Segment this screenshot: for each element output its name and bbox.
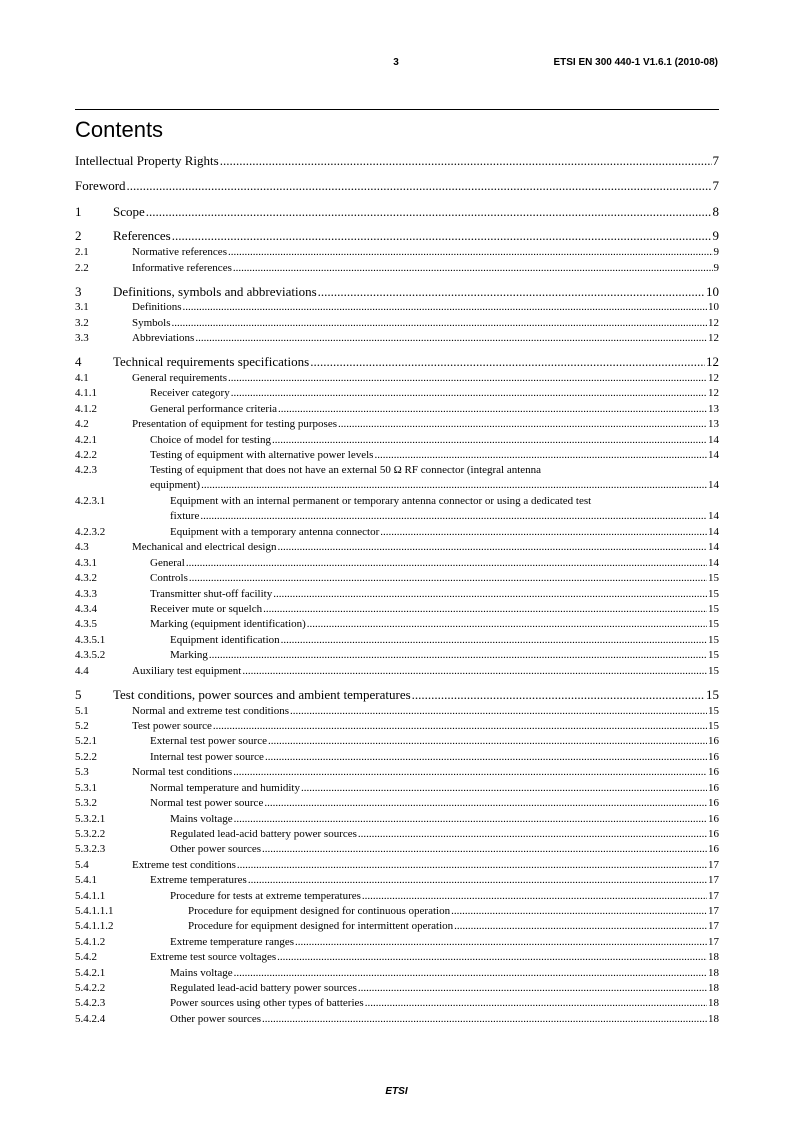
toc-entry-page: 12 [708, 372, 719, 384]
toc-entry-title: Definitions [132, 301, 182, 313]
toc-entry-title: Intellectual Property Rights [75, 153, 219, 168]
toc-entry-number: 4.1.2 [75, 403, 97, 415]
toc-entry[interactable] [75, 527, 719, 540]
toc-entry-title: Extreme test conditions [132, 859, 236, 871]
toc-entry-page: 16 [708, 735, 719, 747]
toc-leader-dots [213, 721, 707, 732]
toc-entry[interactable] [75, 589, 719, 602]
toc-entry-number: 5.4 [75, 859, 89, 871]
toc-entry[interactable] [75, 829, 719, 842]
toc-leader-dots [234, 968, 707, 979]
toc-entry-title: Abbreviations [132, 332, 195, 344]
toc-entry[interactable] [75, 373, 719, 386]
toc-entry-number: 5.4.1 [75, 874, 97, 886]
toc-entry-page: 16 [708, 797, 719, 809]
toc-entry-page: 16 [708, 751, 719, 763]
toc-entry-number: 3.3 [75, 332, 89, 344]
toc-entry-page: 17 [708, 936, 719, 948]
toc-entry-page: 9 [713, 262, 719, 274]
toc-entry-number: 5.3.1 [75, 782, 97, 794]
toc-leader-dots [265, 752, 707, 763]
toc-leader-dots [263, 604, 707, 615]
toc-entry-number: 5.4.2.3 [75, 997, 106, 1009]
toc-entry-number: 4.2.3.2 [75, 526, 106, 538]
toc-leader-dots [172, 318, 707, 329]
toc-entry[interactable] [75, 798, 719, 811]
toc-entry-title: Definitions, symbols and abbreviations [113, 284, 317, 299]
toc-entry-number: 1 [75, 204, 82, 219]
toc-entry-page: 15 [708, 572, 719, 584]
toc-entry[interactable] [75, 875, 719, 888]
toc-leader-dots [262, 844, 707, 855]
toc-entry-number: 5.3 [75, 766, 89, 778]
toc-entry-page: 10 [706, 284, 719, 299]
toc-entry-page: 9 [712, 228, 719, 243]
toc-entry-number: 4.3.5.2 [75, 649, 106, 661]
toc-leader-dots [200, 511, 707, 522]
toc-leader-dots [290, 706, 707, 717]
toc-entry-page: 17 [708, 905, 719, 917]
toc-entry[interactable] [75, 736, 719, 749]
toc-entry-title: Normative references [132, 246, 227, 258]
toc-leader-dots [228, 247, 713, 258]
toc-leader-dots [127, 179, 712, 192]
toc-entry[interactable] [75, 844, 719, 857]
toc-entry[interactable] [75, 998, 719, 1011]
toc-leader-dots [358, 829, 707, 840]
toc-entry-page: 16 [708, 813, 719, 825]
toc-entry[interactable] [75, 860, 719, 873]
toc-entry-number: 4.3.3 [75, 588, 97, 600]
toc-entry-number: 4.3.2 [75, 572, 97, 584]
toc-entry-title: References [113, 228, 171, 243]
toc-entry-page: 17 [708, 890, 719, 902]
toc-entry-number: 4.2.3.1 [75, 495, 106, 507]
toc-entry-title: Extreme temperature ranges [170, 936, 294, 948]
toc-entry-number: 5.4.1.1.1 [75, 905, 114, 917]
toc-entry-title: Receiver mute or squelch [150, 603, 263, 615]
toc-leader-dots [189, 573, 707, 584]
toc-entry-page: 15 [708, 618, 719, 630]
toc-entry[interactable] [75, 891, 719, 904]
toc-entry-number: 5.2.2 [75, 751, 97, 763]
toc-entry-title: Procedure for equipment designed for intermittent operation [188, 920, 454, 932]
toc-entry-number: 2 [75, 228, 82, 243]
toc-entry[interactable] [75, 318, 719, 331]
toc-entry-title: Other power sources [170, 1013, 262, 1025]
toc-entry-page: 14 [708, 449, 719, 461]
toc-leader-dots [233, 263, 713, 274]
toc-leader-dots [242, 666, 707, 677]
toc-entry-page: 18 [708, 951, 719, 963]
toc-entry-number: 3 [75, 284, 82, 299]
toc-entry-number: 4.3.5.1 [75, 634, 106, 646]
toc-entry-page: 12 [706, 354, 719, 369]
toc-entry[interactable] [75, 688, 719, 702]
toc-entry-number: 4.3.1 [75, 557, 97, 569]
footer-etsi: ETSI [385, 1086, 408, 1097]
toc-entry-number: 5.4.2.2 [75, 982, 106, 994]
toc-entry-title: Choice of model for testing [150, 434, 271, 446]
toc-entry-title: Controls [150, 572, 188, 584]
toc-entry[interactable] [75, 404, 719, 417]
toc-entry-title: Testing of equipment with alternative power levels [150, 449, 374, 461]
toc-entry-number: 4.3.4 [75, 603, 97, 615]
toc-entry-title: Normal test conditions [132, 766, 233, 778]
toc-entry[interactable] [75, 752, 719, 765]
toc-entry-number: 5.4.1.1 [75, 890, 106, 902]
toc-entry-page: 17 [708, 920, 719, 932]
toc-entry[interactable] [75, 388, 719, 401]
toc-entry-page: 14 [708, 526, 719, 538]
toc-entry-title: Marking [170, 649, 208, 661]
toc-entry-page: 10 [708, 301, 719, 313]
toc-entry[interactable] [75, 706, 719, 719]
toc-entry-title: Procedure for equipment designed for continuous operation [188, 905, 451, 917]
toc-entry-page: 18 [708, 967, 719, 979]
toc-leader-dots [362, 891, 707, 902]
toc-entry-number: 5.3.2.2 [75, 828, 106, 840]
toc-entry-title: Equipment with a temporary antenna connector [170, 526, 380, 538]
toc-entry-title: General performance criteria [150, 403, 278, 415]
toc-leader-dots [281, 635, 707, 646]
toc-entry-title: Transmitter shut-off facility [150, 588, 273, 600]
toc-entry-page: 16 [708, 782, 719, 794]
toc-entry[interactable] [75, 921, 719, 934]
toc-leader-dots [358, 983, 707, 994]
toc-entry[interactable] [75, 650, 719, 663]
toc-entry-number: 4.1 [75, 372, 89, 384]
toc-leader-dots [412, 688, 705, 701]
toc-leader-dots [451, 906, 707, 917]
toc-entry[interactable] [75, 179, 719, 193]
toc-entry-number: 5.3.2.3 [75, 843, 106, 855]
toc-leader-dots [277, 542, 707, 553]
toc-entry-page: 15 [708, 720, 719, 732]
toc-entry-page: 14 [708, 557, 719, 569]
toc-entry-first-line [75, 465, 541, 476]
toc-entry-number: 5.4.2.1 [75, 967, 106, 979]
toc-entry-number: 2.2 [75, 262, 89, 274]
toc-entry-title: Receiver category [150, 387, 230, 399]
toc-entry-page: 7 [712, 178, 719, 193]
toc-entry-number: 5.2.1 [75, 735, 97, 747]
toc-leader-dots [301, 783, 707, 794]
toc-entry[interactable] [75, 767, 719, 780]
toc-entry-title: Auxiliary test equipment [132, 665, 242, 677]
toc-entry-page: 16 [708, 828, 719, 840]
toc-leader-dots [268, 736, 707, 747]
toc-entry[interactable] [75, 983, 719, 996]
toc-entry-title: External test power source [150, 735, 267, 747]
toc-entry-first-line [75, 496, 591, 507]
toc-leader-dots [264, 798, 707, 809]
toc-entry-title: Regulated lead-acid battery power sources [170, 982, 357, 994]
toc-entry[interactable] [75, 302, 719, 315]
toc-leader-dots [201, 480, 707, 491]
toc-leader-dots [195, 333, 707, 344]
toc-entry[interactable] [75, 937, 719, 950]
toc-leader-dots [228, 373, 707, 384]
toc-entry[interactable] [75, 419, 719, 432]
toc-entry-title: Internal test power source [150, 751, 264, 763]
toc-entry-number: 5.2 [75, 720, 89, 732]
toc-entry-title: Informative references [132, 262, 232, 274]
toc-entry[interactable] [75, 511, 719, 524]
toc-entry-page: 13 [708, 403, 719, 415]
toc-entry-number: 4.2.3 [75, 464, 97, 476]
toc-leader-dots [183, 302, 708, 313]
toc-entry-number: 4.3.5 [75, 618, 97, 630]
toc-entry[interactable] [75, 783, 719, 796]
toc-entry[interactable] [75, 205, 719, 219]
toc-entry-title: Regulated lead-acid battery power sources [170, 828, 357, 840]
toc-entry-page: 14 [708, 434, 719, 446]
toc-leader-dots [233, 767, 707, 778]
toc-leader-dots [146, 205, 712, 218]
toc-entry[interactable] [75, 604, 719, 617]
toc-entry-page: 9 [713, 246, 719, 258]
toc-entry-title: Normal temperature and humidity [150, 782, 300, 794]
toc-leader-dots [338, 419, 707, 430]
toc-entry[interactable] [75, 480, 719, 493]
toc-entry-number: 4.2.1 [75, 434, 97, 446]
toc-entry-page: 15 [708, 588, 719, 600]
toc-entry[interactable] [75, 968, 719, 981]
toc-leader-dots [209, 650, 707, 661]
toc-entry-page: 7 [712, 153, 719, 168]
toc-entry-page: 15 [708, 665, 719, 677]
toc-entry-title-continuation: equipment) [150, 479, 201, 491]
toc-entry[interactable] [75, 906, 719, 919]
toc-entry-page: 12 [708, 332, 719, 344]
toc-entry-number: 5.4.1.2 [75, 936, 106, 948]
toc-entry-title: Presentation of equipment for testing purposes [132, 418, 337, 430]
toc-entry-title: Extreme test source voltages [150, 951, 277, 963]
toc-entry-number: 4 [75, 354, 82, 369]
toc-entry-title: Marking (equipment identification) [150, 618, 306, 630]
toc-entry-title: Technical requirements specifications [113, 354, 310, 369]
toc-entry-title: Extreme temperatures [150, 874, 247, 886]
toc-entry-title-continuation: fixture [170, 510, 200, 522]
toc-entry[interactable] [75, 263, 719, 276]
toc-entry-number: 5 [75, 687, 82, 702]
toc-entry-page: 13 [708, 418, 719, 430]
toc-entry-page: 18 [708, 997, 719, 1009]
toc-entry-page: 15 [708, 705, 719, 717]
toc-entry-title: Test power source [132, 720, 212, 732]
toc-entry-page: 17 [708, 874, 719, 886]
toc-entry[interactable] [75, 229, 719, 243]
toc-entry-title: General [150, 557, 185, 569]
toc-entry-page: 18 [708, 982, 719, 994]
toc-entry-number: 4.2.2 [75, 449, 97, 461]
toc-entry-title: Other power sources [170, 843, 262, 855]
toc-entry-page: 15 [708, 634, 719, 646]
toc-entry-page: 12 [708, 317, 719, 329]
toc-entry-title: Mains voltage [170, 967, 233, 979]
toc-entry[interactable] [75, 542, 719, 555]
toc-entry[interactable] [75, 355, 719, 369]
toc-entry-number: 4.2 [75, 418, 89, 430]
toc-leader-dots [365, 998, 707, 1009]
toc-entry[interactable] [75, 247, 719, 260]
toc-leader-dots [277, 952, 707, 963]
toc-entry-page: 14 [708, 510, 719, 522]
toc-entry[interactable] [75, 154, 719, 168]
toc-leader-dots [454, 921, 707, 932]
toc-entry-number: 4.3 [75, 541, 89, 553]
toc-entry-number: 5.3.2 [75, 797, 97, 809]
toc-entry-title: Equipment with an internal permanent or temporary antenna connector or using a dedicated test [170, 495, 592, 507]
toc-entry-number: 4.1.1 [75, 387, 97, 399]
toc-entry-title: Mains voltage [170, 813, 233, 825]
toc-entry[interactable] [75, 435, 719, 448]
page-number: 3 [393, 57, 399, 68]
toc-entry-number: 2.1 [75, 246, 89, 258]
toc-entry-title: Procedure for tests at extreme temperatures [170, 890, 361, 902]
toc-entry-title: Foreword [75, 178, 126, 193]
toc-entry-page: 15 [706, 687, 719, 702]
toc-leader-dots [273, 589, 707, 600]
toc-entry-title: Equipment identification [170, 634, 280, 646]
toc-entry[interactable] [75, 666, 719, 679]
toc-leader-dots [272, 435, 707, 446]
toc-leader-dots [186, 558, 707, 569]
toc-entry-number: 5.3.2.1 [75, 813, 106, 825]
toc-entry-page: 15 [708, 649, 719, 661]
toc-leader-dots [234, 814, 707, 825]
toc-entry-number: 5.4.2 [75, 951, 97, 963]
toc-entry[interactable] [75, 1014, 719, 1027]
toc-leader-dots [237, 860, 707, 871]
toc-entry-page: 18 [708, 1013, 719, 1025]
toc-leader-dots [278, 404, 707, 415]
page-title: Contents [75, 117, 164, 142]
toc-entry-number: 3.2 [75, 317, 89, 329]
toc-entry-title: Scope [113, 204, 145, 219]
toc-entry-page: 8 [712, 204, 719, 219]
toc-entry-page: 12 [708, 387, 719, 399]
toc-entry[interactable] [75, 450, 719, 463]
toc-entry-title: Power sources using other types of batteries [170, 997, 364, 1009]
toc-leader-dots [248, 875, 707, 886]
toc-leader-dots [307, 619, 707, 630]
document-id: ETSI EN 300 440-1 V1.6.1 (2010-08) [553, 57, 718, 68]
toc-leader-dots [374, 450, 707, 461]
toc-entry-title: Test conditions, power sources and ambient temperatures [113, 687, 411, 702]
toc-entry[interactable] [75, 952, 719, 965]
toc-entry-title: General requirements [132, 372, 227, 384]
toc-entry-number: 4.4 [75, 665, 89, 677]
toc-entry[interactable] [75, 573, 719, 586]
toc-leader-dots [295, 937, 707, 948]
toc-entry[interactable] [75, 333, 719, 346]
toc-entry-title: Normal and extreme test conditions [132, 705, 290, 717]
toc-entry[interactable] [75, 721, 719, 734]
toc-entry-title: Normal test power source [150, 797, 264, 809]
toc-leader-dots [380, 527, 707, 538]
toc-entry-number: 5.4.1.1.2 [75, 920, 114, 932]
toc-entry-number: 5.1 [75, 705, 89, 717]
toc-entry-page: 16 [708, 766, 719, 778]
toc-entry[interactable] [75, 285, 719, 299]
toc-entry-title: Symbols [132, 317, 171, 329]
toc-leader-dots [231, 388, 707, 399]
toc-entry-number: 3.1 [75, 301, 89, 313]
toc-entry-page: 17 [708, 859, 719, 871]
toc-entry[interactable] [75, 619, 719, 632]
toc-entry[interactable] [75, 558, 719, 571]
toc-entry-page: 14 [708, 479, 719, 491]
toc-entry[interactable] [75, 635, 719, 648]
toc-entry-title: Mechanical and electrical design [132, 541, 277, 553]
toc-leader-dots [310, 355, 705, 368]
toc-entry-page: 14 [708, 541, 719, 553]
toc-entry-title: Testing of equipment that does not have an external 50 Ω RF connector (integral antenna [150, 464, 542, 476]
toc-leader-dots [220, 154, 712, 167]
toc-leader-dots [172, 229, 712, 242]
toc-leader-dots [262, 1014, 707, 1025]
toc-leader-dots [318, 285, 705, 298]
toc-entry-page: 16 [708, 843, 719, 855]
toc-entry[interactable] [75, 814, 719, 827]
toc-entry-number: 5.4.2.4 [75, 1013, 106, 1025]
toc-entry-page: 15 [708, 603, 719, 615]
